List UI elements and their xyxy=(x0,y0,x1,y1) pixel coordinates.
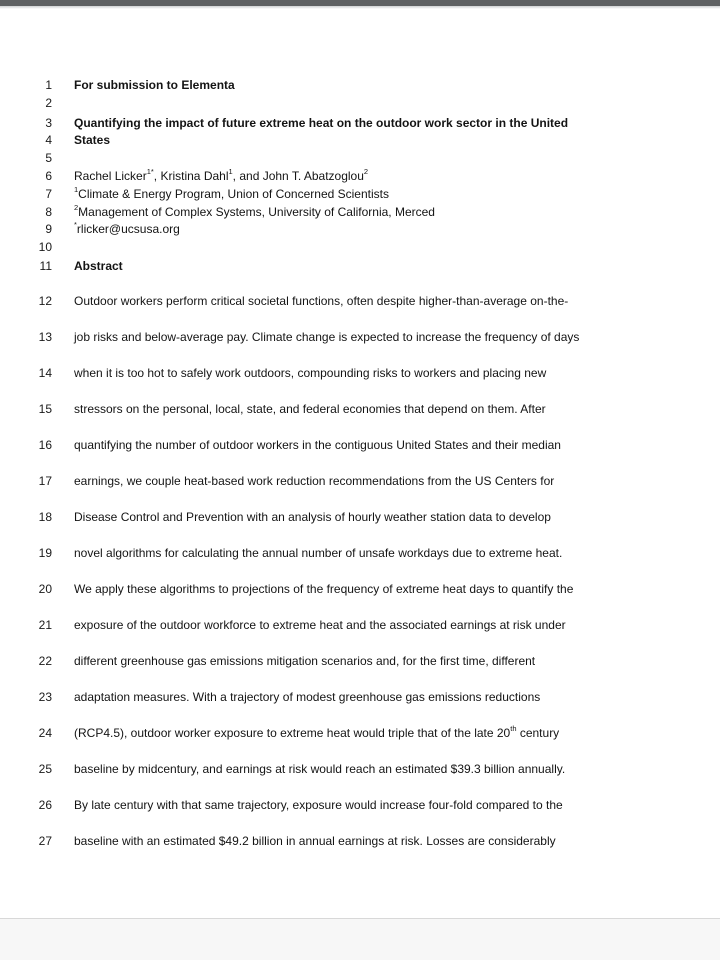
line-number: 1 xyxy=(45,78,52,92)
abstract-text: when it is too hot to safely work outdoors, compounding risks to workers and placing new xyxy=(74,366,547,380)
abstract-line xyxy=(0,724,720,742)
author-name: , and John T. Abatzoglou xyxy=(232,169,364,183)
abstract-text: earnings, we couple heat-based work reduction recommendations from the US Centers for xyxy=(74,474,555,488)
affiliation-mark: * xyxy=(74,220,77,229)
line-number: 21 xyxy=(38,618,52,632)
abstract-heading: Abstract xyxy=(74,259,123,273)
abstract-text: job risks and below-average pay. Climate change is expected to increase the frequency of days xyxy=(74,330,580,344)
line-number: 13 xyxy=(38,330,52,344)
line-8 xyxy=(0,203,720,221)
abstract-line xyxy=(0,364,720,382)
line-number: 4 xyxy=(45,133,52,147)
superscript: th xyxy=(510,724,517,733)
author-name: , Kristina Dahl xyxy=(153,169,229,183)
line-number: 20 xyxy=(38,582,52,596)
line-2 xyxy=(0,94,720,112)
line-number: 15 xyxy=(38,402,52,416)
line-number: 23 xyxy=(38,690,52,704)
abstract-text: adaptation measures. With a trajectory of modest greenhouse gas emissions reductions xyxy=(74,690,541,704)
affiliation-2: $^2$Management of Complex Systems, University of California, Merced xyxy=(74,203,435,219)
line-number: 5 xyxy=(45,151,52,165)
submission-note: For submission to Elementa xyxy=(74,78,235,92)
line-7 xyxy=(0,185,720,203)
line-number: 16 xyxy=(38,438,52,452)
line-3 xyxy=(0,114,720,132)
abstract-line xyxy=(0,832,720,850)
abstract-line xyxy=(0,472,720,490)
line-number: 12 xyxy=(38,294,52,308)
line-1 xyxy=(0,76,720,94)
abstract-text: By late century with that same trajectory, exposure would increase four-fold compared to the xyxy=(74,798,563,812)
line-4 xyxy=(0,131,720,149)
line-number: 11 xyxy=(39,259,52,273)
affiliation-mark: 1 xyxy=(74,185,79,194)
abstract-text: novel algorithms for calculating the annual number of unsafe workdays due to extreme heat. xyxy=(74,546,563,560)
affiliation-mark: 1 xyxy=(228,167,233,176)
line-number: 2 xyxy=(45,96,52,110)
abstract-line xyxy=(0,292,720,310)
author-list xyxy=(74,167,368,185)
line-number: 8 xyxy=(45,205,52,219)
abstract-text: baseline with an estimated $49.2 billion in annual earnings at risk. Losses are considerably xyxy=(74,834,556,848)
line-number: 18 xyxy=(38,510,52,524)
line-number: 7 xyxy=(45,187,52,201)
abstract-line xyxy=(0,616,720,634)
line-number: 24 xyxy=(38,726,52,740)
abstract-line xyxy=(0,760,720,778)
line-10 xyxy=(0,238,720,256)
line-number: 22 xyxy=(38,654,52,668)
abstract-line xyxy=(0,688,720,706)
abstract-line xyxy=(0,508,720,526)
line-number: 25 xyxy=(38,762,52,776)
viewer-background xyxy=(0,919,720,960)
abstract-text: quantifying the number of outdoor workers in the contiguous United States and their median xyxy=(74,438,561,452)
corresponding-email: *rlicker@ucsusa.org xyxy=(74,220,180,236)
line-number: 10 xyxy=(38,240,52,254)
abstract-text: We apply these algorithms to projections of the frequency of extreme heat days to quantify the xyxy=(74,582,574,596)
abstract-text: exposure of the outdoor workforce to extreme heat and the associated earnings at risk under xyxy=(74,618,566,632)
line-9 xyxy=(0,220,720,238)
abstract-line xyxy=(0,796,720,814)
line-number: 27 xyxy=(38,834,52,848)
affiliation-mark: 2 xyxy=(363,167,369,176)
line-number: 3 xyxy=(45,116,52,130)
abstract-text: different greenhouse gas emissions mitigation scenarios and, for the first time, different xyxy=(74,654,536,668)
abstract-line xyxy=(0,328,720,346)
affiliation-mark: 2 xyxy=(74,203,79,212)
line-number: 19 xyxy=(38,546,52,560)
affiliation-mark: 1* xyxy=(146,167,154,176)
abstract-line xyxy=(0,580,720,598)
affiliation-1: $^1$Climate & Energy Program, Union of Concerned Scientists xyxy=(74,185,389,201)
line-number: 26 xyxy=(38,798,52,812)
abstract-text: Outdoor workers perform critical societal functions, often despite higher-than-average on-the- xyxy=(74,294,569,308)
abstract-line xyxy=(0,652,720,670)
line-number: 17 xyxy=(38,474,52,488)
paper-title-continued: States xyxy=(74,133,111,147)
abstract-line xyxy=(0,436,720,454)
abstract-line xyxy=(0,400,720,418)
line-11 xyxy=(0,257,720,275)
paper-title: Quantifying the impact of future extreme heat on the outdoor work sector in the United xyxy=(74,116,569,130)
author-name: Rachel Licker xyxy=(74,169,147,183)
abstract-text: baseline by midcentury, and earnings at risk would reach an estimated $39.3 billion annually. xyxy=(74,762,566,776)
abstract-line xyxy=(0,544,720,562)
line-number: 6 xyxy=(45,169,52,183)
abstract-text: stressors on the personal, local, state, and federal economies that depend on them. After xyxy=(74,402,546,416)
abstract-text: Disease Control and Prevention with an analysis of hourly weather station data to develop xyxy=(74,510,551,524)
line-6 xyxy=(0,167,720,185)
line-number: 9 xyxy=(45,222,52,236)
line-5 xyxy=(0,149,720,167)
abstract-text: (RCP4.5), outdoor worker exposure to extreme heat would triple that of the late 20th century xyxy=(74,724,560,740)
line-number: 14 xyxy=(38,366,52,380)
